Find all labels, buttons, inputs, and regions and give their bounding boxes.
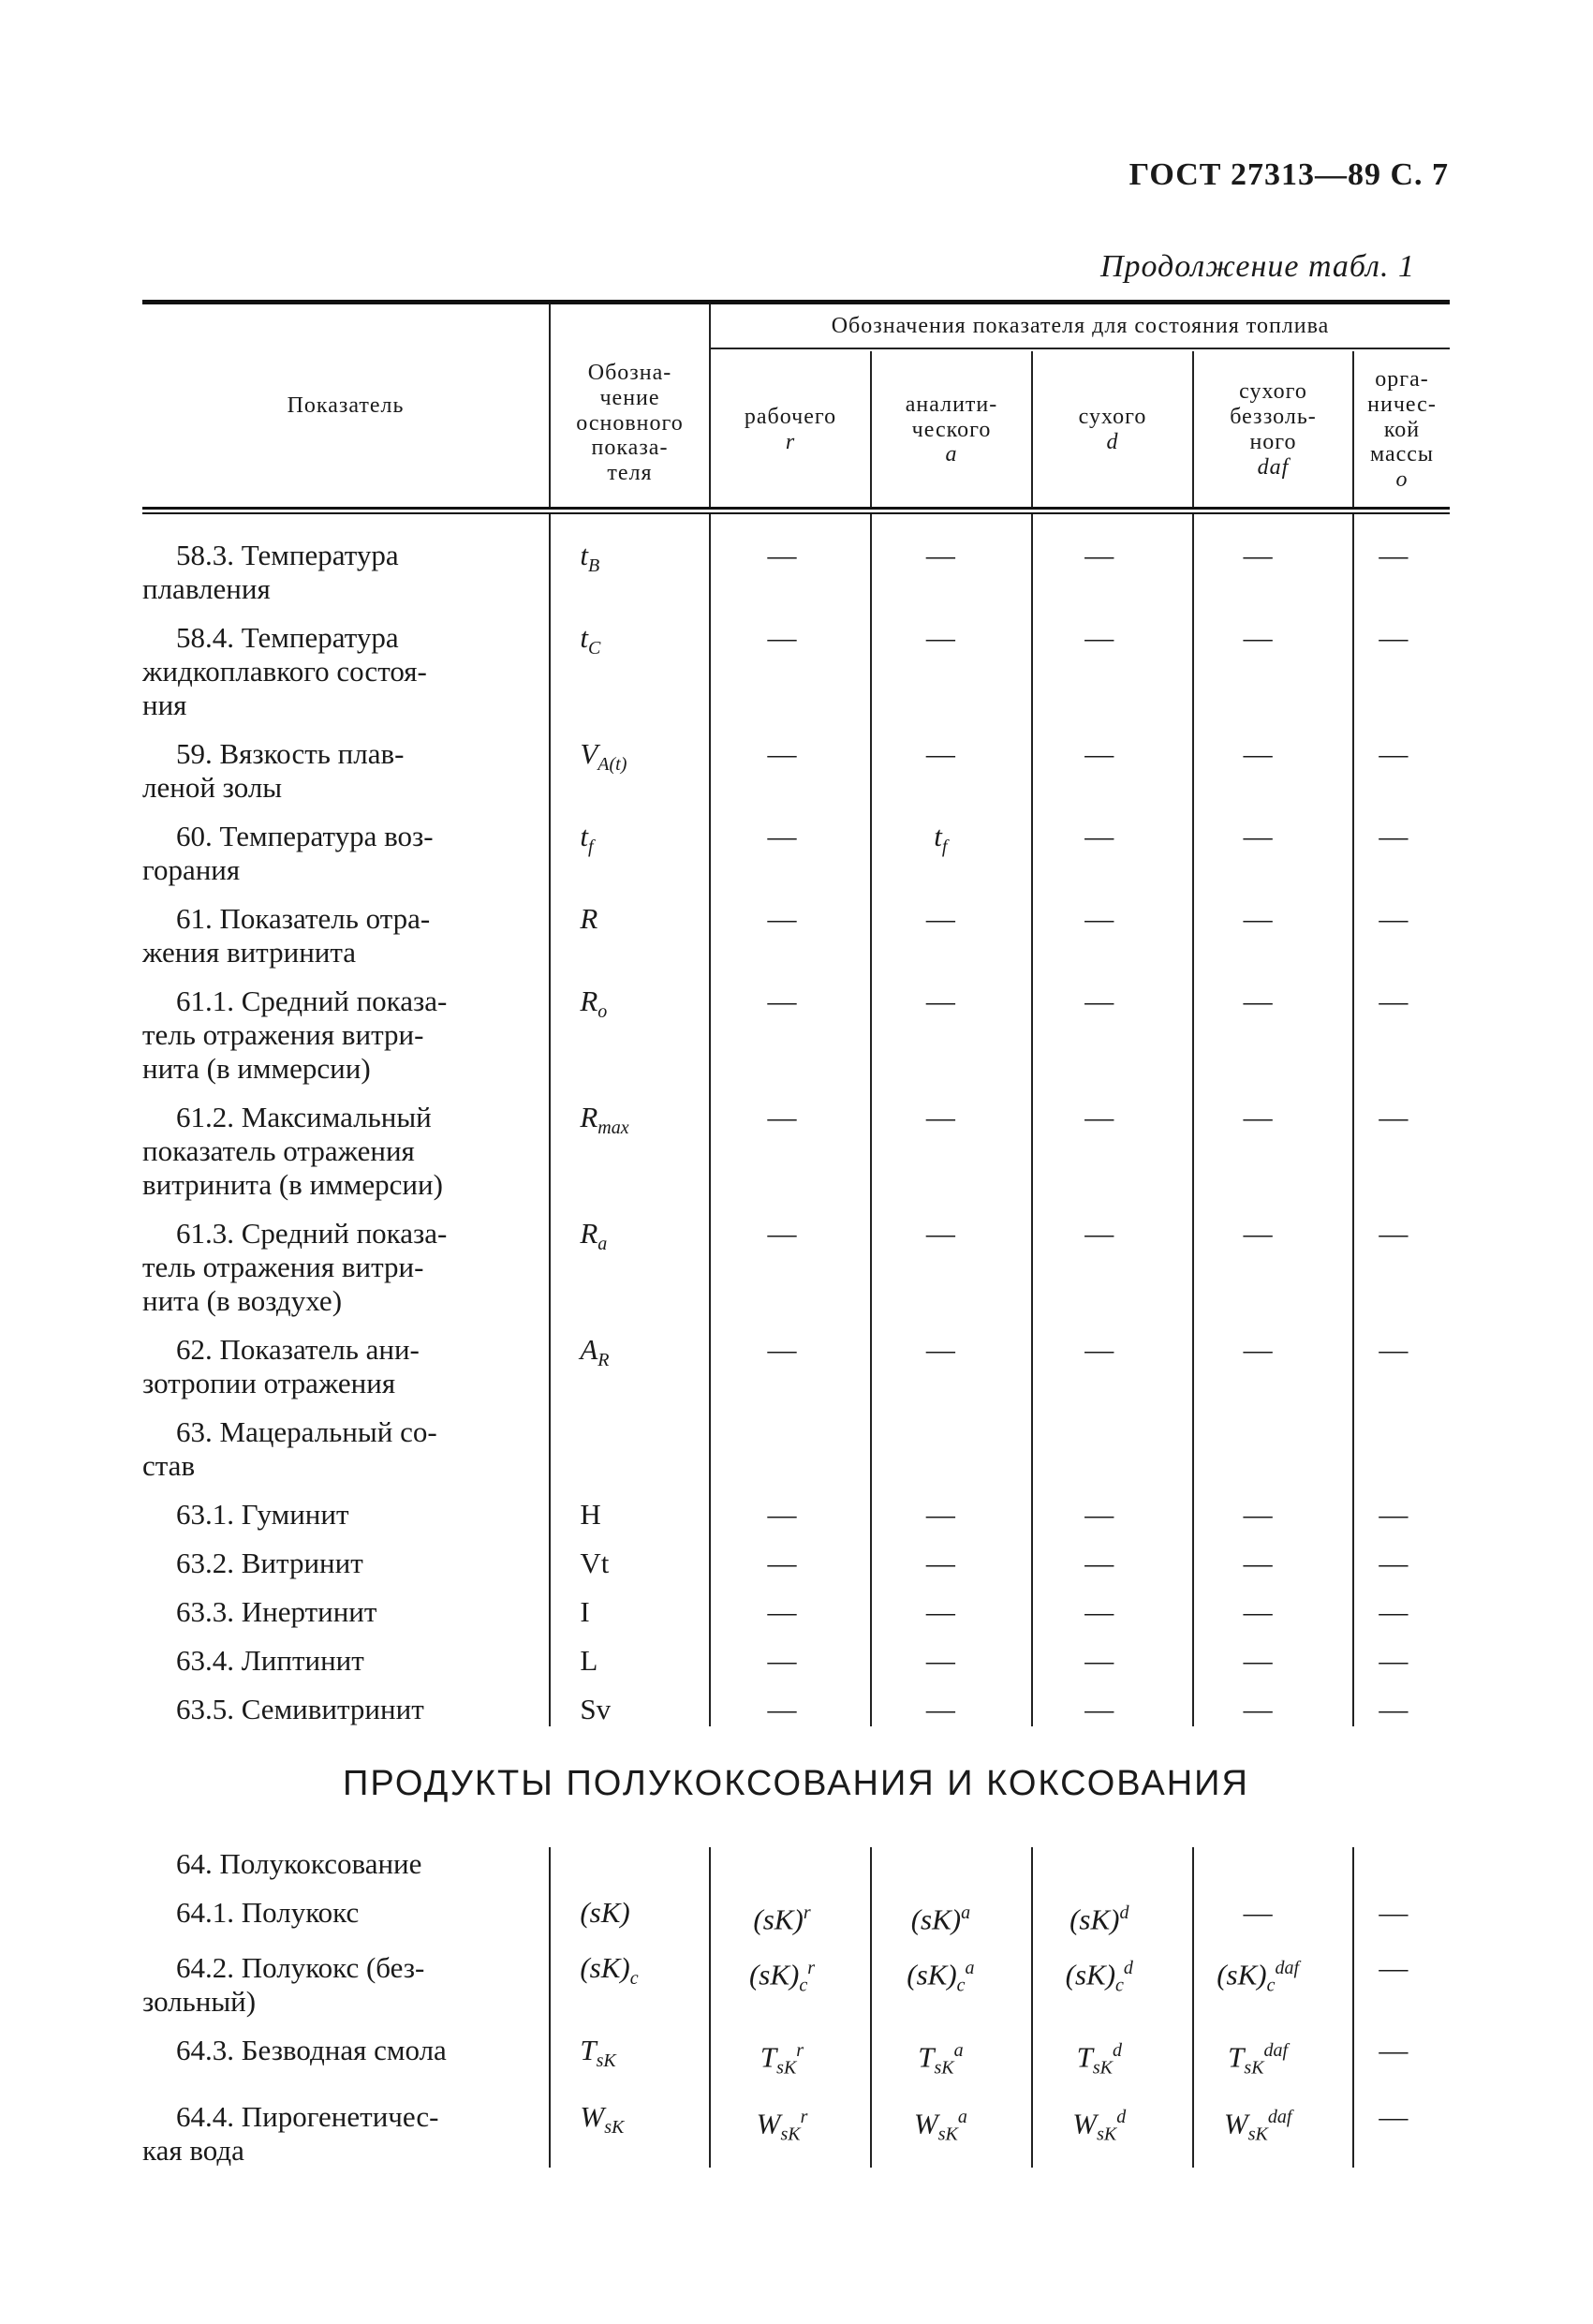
table-row bbox=[142, 539, 1450, 606]
state-designation bbox=[702, 1415, 861, 1483]
indicator-table bbox=[142, 300, 1450, 2183]
indicator-name: 62. Показатель ани- зотропии отражения bbox=[142, 1333, 420, 1399]
indicator-name: 64.1. Полукокс bbox=[176, 1896, 360, 1929]
state-designation: — bbox=[1379, 902, 1409, 935]
indicator-name: 61.3. Средний показа- тель отражения витри- нита (в воздухе) bbox=[142, 1217, 448, 1317]
base-designation: $V_{A(t)}$ bbox=[580, 737, 627, 776]
table-row bbox=[142, 984, 1450, 1086]
state-designation: $(sK)_c^d$ bbox=[1065, 1958, 1133, 1996]
state-designation: — bbox=[1084, 1693, 1114, 1725]
state-designation bbox=[1178, 1847, 1336, 1881]
state-designation: — bbox=[767, 1101, 797, 1133]
state-designation: $W_{sK}^r$ bbox=[756, 2106, 808, 2145]
table-row bbox=[142, 737, 1450, 805]
indicator-name: 63.2. Витринит bbox=[176, 1547, 363, 1579]
state-designation: — bbox=[767, 1693, 797, 1725]
state-designation: — bbox=[1084, 621, 1114, 654]
state-designation: — bbox=[1084, 1644, 1114, 1677]
header-state-group: Обозначения показателя для состояния топлива bbox=[831, 313, 1330, 338]
state-designation: — bbox=[1084, 1595, 1114, 1628]
state-designation: $(sK)_c^a$ bbox=[907, 1958, 975, 1996]
state-designation: $(sK)_c^r$ bbox=[748, 1958, 816, 1996]
table-continuation-label: Продолжение табл. 1 bbox=[1099, 249, 1415, 284]
header-designation: Обозна- чение основного показа- теля bbox=[576, 360, 684, 486]
state-designation: — bbox=[1379, 1217, 1409, 1250]
indicator-name: 63.4. Липтинит bbox=[176, 1644, 364, 1677]
indicator-name: 63. Мацеральный со- став bbox=[142, 1415, 437, 1482]
state-designation: — bbox=[767, 820, 797, 852]
state-designation: — bbox=[1243, 1547, 1273, 1579]
base-designation: H bbox=[580, 1498, 601, 1531]
state-designation: — bbox=[925, 539, 955, 571]
indicator-name: 64.3. Безводная смола bbox=[176, 2034, 447, 2067]
table-body bbox=[142, 514, 1450, 1726]
table-row bbox=[142, 1217, 1450, 1318]
header-state-a: аналити- ческого a bbox=[905, 392, 998, 467]
state-designation: — bbox=[925, 737, 955, 770]
table-row bbox=[142, 902, 1450, 970]
state-designation: — bbox=[1243, 1498, 1273, 1531]
base-designation: $t_f$ bbox=[580, 820, 594, 858]
state-designation: — bbox=[925, 1498, 955, 1531]
state-designation: — bbox=[1379, 2099, 1409, 2133]
state-designation: $T_{sK}^d$ bbox=[1076, 2040, 1122, 2079]
table-row bbox=[142, 1415, 1450, 1483]
state-designation: — bbox=[1379, 2034, 1409, 2067]
state-designation: — bbox=[1084, 902, 1114, 935]
state-designation: — bbox=[925, 902, 955, 935]
table-row bbox=[142, 2034, 1450, 2085]
state-designation: $t_f$ bbox=[934, 820, 948, 858]
state-designation bbox=[862, 1415, 1020, 1483]
table-row bbox=[142, 621, 1450, 722]
table-row bbox=[142, 1547, 1450, 1580]
base-designation: $t_C$ bbox=[580, 621, 601, 659]
state-designation: $W_{sK}^a$ bbox=[913, 2106, 967, 2145]
state-designation: (sK)$^a$ bbox=[910, 1902, 971, 1936]
state-designation: — bbox=[1084, 737, 1114, 770]
table-header-rule bbox=[142, 507, 1450, 514]
state-designation: — bbox=[1243, 820, 1273, 852]
state-designation: — bbox=[925, 1333, 955, 1366]
table-row bbox=[142, 2100, 1450, 2168]
state-designation: — bbox=[1379, 1498, 1409, 1531]
state-designation: $W_{sK}^{daf}$ bbox=[1223, 2106, 1292, 2145]
state-designation: — bbox=[925, 1217, 955, 1250]
state-designation: — bbox=[767, 621, 797, 654]
state-designation: — bbox=[1243, 902, 1273, 935]
base-designation: $W_{sK}$ bbox=[580, 2099, 625, 2139]
base-designation: Sv bbox=[580, 1693, 612, 1725]
base-designation: Vt bbox=[580, 1547, 610, 1579]
state-designation: — bbox=[1379, 1595, 1409, 1628]
indicator-name: 63.3. Инертинит bbox=[176, 1595, 377, 1628]
state-designation bbox=[1020, 1415, 1178, 1483]
state-designation: — bbox=[1084, 1217, 1114, 1250]
state-designation: — bbox=[1084, 1101, 1114, 1133]
state-designation: — bbox=[1379, 1101, 1409, 1133]
header-state-d: сухого d bbox=[1078, 405, 1147, 454]
base-designation: L bbox=[580, 1644, 598, 1677]
base-designation bbox=[544, 1415, 702, 1483]
state-designation: — bbox=[1084, 1333, 1114, 1366]
state-designation bbox=[1178, 1415, 1336, 1483]
state-designation bbox=[1020, 1847, 1178, 1881]
state-designation: — bbox=[1379, 820, 1409, 852]
state-designation: — bbox=[925, 984, 955, 1017]
state-designation: — bbox=[767, 737, 797, 770]
state-designation: — bbox=[1084, 984, 1114, 1017]
header-indicator: Показатель bbox=[287, 392, 405, 418]
header-state-o: орга- ничес- кой массы o bbox=[1367, 366, 1437, 493]
indicator-name: 64.4. Пирогенетичес- кая вода bbox=[142, 2099, 439, 2167]
table-body-coking bbox=[142, 1847, 1450, 2168]
state-designation: — bbox=[767, 1333, 797, 1366]
state-designation: — bbox=[767, 1547, 797, 1579]
base-designation: $R_{max}$ bbox=[580, 1101, 629, 1139]
state-designation: — bbox=[1243, 1217, 1273, 1250]
indicator-name: 61.1. Средний показа- тель отражения витри- нита (в иммерсии) bbox=[142, 984, 448, 1085]
indicator-name: 59. Вязкость плав- леной золы bbox=[142, 737, 405, 804]
indicator-name: 64.2. Полукокс (без- зольный) bbox=[142, 1951, 425, 2019]
state-designation: — bbox=[767, 1644, 797, 1677]
state-designation: — bbox=[1243, 621, 1273, 654]
table-row bbox=[142, 1693, 1450, 1726]
table-header bbox=[142, 304, 1450, 507]
header-state-r: рабочего r bbox=[744, 405, 837, 454]
base-designation: $A_R$ bbox=[580, 1333, 610, 1371]
state-designation: — bbox=[1243, 737, 1273, 770]
header-state-daf: сухого беззоль- ного daf bbox=[1230, 379, 1317, 480]
base-designation: $R_a$ bbox=[580, 1217, 608, 1255]
table-row bbox=[142, 1896, 1450, 1936]
state-designation: — bbox=[1243, 984, 1273, 1017]
indicator-name: 64. Полукоксование bbox=[176, 1847, 422, 1880]
base-designation: (sK) bbox=[580, 1896, 630, 1929]
state-designation: — bbox=[1243, 1644, 1273, 1677]
state-designation: — bbox=[925, 621, 955, 654]
table-row bbox=[142, 1644, 1450, 1678]
state-designation: $T_{sK}^a$ bbox=[918, 2040, 964, 2079]
state-designation: — bbox=[1379, 1644, 1409, 1677]
state-designation: — bbox=[767, 539, 797, 571]
section-title: ПРОДУКТЫ ПОЛУКОКСОВАНИЯ И КОКСОВАНИЯ bbox=[343, 1764, 1249, 1803]
state-designation: — bbox=[1243, 1595, 1273, 1628]
state-designation: — bbox=[1379, 539, 1409, 571]
table-row bbox=[142, 1498, 1450, 1532]
state-designation: — bbox=[767, 1217, 797, 1250]
state-designation: — bbox=[1379, 1951, 1409, 1985]
state-designation: — bbox=[1379, 621, 1409, 654]
state-designation: $W_{sK}^d$ bbox=[1072, 2106, 1127, 2145]
base-designation: R bbox=[580, 902, 598, 935]
state-designation: — bbox=[1084, 1547, 1114, 1579]
state-designation: — bbox=[767, 1498, 797, 1531]
state-designation: $T_{sK}^r$ bbox=[760, 2040, 804, 2079]
state-designation: — bbox=[925, 1693, 955, 1725]
state-designation: — bbox=[1379, 1547, 1409, 1579]
state-designation: $(sK)_c^{daf}$ bbox=[1217, 1958, 1300, 1996]
indicator-name: 63.5. Семивитринит bbox=[176, 1693, 424, 1725]
state-designation: — bbox=[1084, 539, 1114, 571]
state-designation: (sK)$^r$ bbox=[753, 1902, 811, 1936]
state-designation bbox=[862, 1847, 1020, 1881]
table-row bbox=[142, 1101, 1450, 1202]
state-designation: — bbox=[767, 984, 797, 1017]
table-row bbox=[142, 1951, 1450, 2019]
state-designation: — bbox=[1243, 539, 1273, 571]
state-designation: — bbox=[1243, 1101, 1273, 1133]
state-designation: (sK)$^d$ bbox=[1069, 1902, 1129, 1936]
state-designation: — bbox=[925, 1595, 955, 1628]
state-designation: — bbox=[925, 1644, 955, 1677]
base-designation: $T_{sK}$ bbox=[580, 2034, 616, 2072]
state-designation: — bbox=[1243, 1333, 1273, 1366]
base-designation: $t_B$ bbox=[580, 539, 600, 577]
state-designation: — bbox=[1243, 1693, 1273, 1725]
state-designation: $T_{sK}^{daf}$ bbox=[1228, 2040, 1289, 2079]
indicator-name: 58.4. Температура жидкоплавкого состоя- ния bbox=[142, 621, 427, 721]
state-designation: — bbox=[925, 1547, 955, 1579]
table-row bbox=[142, 1595, 1450, 1629]
state-designation: — bbox=[1084, 820, 1114, 852]
state-designation: — bbox=[1379, 1896, 1409, 1929]
base-designation: I bbox=[580, 1595, 590, 1628]
indicator-name: 61.2. Максимальный показатель отражения витринита (в иммерсии) bbox=[142, 1101, 443, 1201]
table-row bbox=[142, 1333, 1450, 1400]
state-designation: — bbox=[1379, 1333, 1409, 1366]
table-row bbox=[142, 820, 1450, 887]
indicator-name: 60. Температура воз- горания bbox=[142, 820, 434, 886]
state-designation: — bbox=[1084, 1498, 1114, 1531]
state-designation: — bbox=[1379, 984, 1409, 1017]
state-designation: — bbox=[767, 902, 797, 935]
state-designation bbox=[702, 1847, 861, 1881]
state-designation: — bbox=[925, 1101, 955, 1133]
state-designation: — bbox=[1379, 1693, 1409, 1725]
table-row bbox=[142, 1847, 1450, 1881]
indicator-name: 63.1. Гуминит bbox=[176, 1498, 349, 1531]
state-designation: — bbox=[1379, 737, 1409, 770]
state-designation: — bbox=[767, 1595, 797, 1628]
base-designation: $R_o$ bbox=[580, 984, 608, 1023]
indicator-name: 58.3. Температура плавления bbox=[142, 539, 399, 605]
state-designation: — bbox=[1243, 1896, 1273, 1929]
base-designation: $(sK)_c$ bbox=[580, 1951, 639, 1990]
page-header: ГОСТ 27313—89 С. 7 bbox=[1128, 157, 1449, 192]
indicator-name: 61. Показатель отра- жения витринита bbox=[142, 902, 431, 969]
base-designation bbox=[544, 1847, 702, 1881]
